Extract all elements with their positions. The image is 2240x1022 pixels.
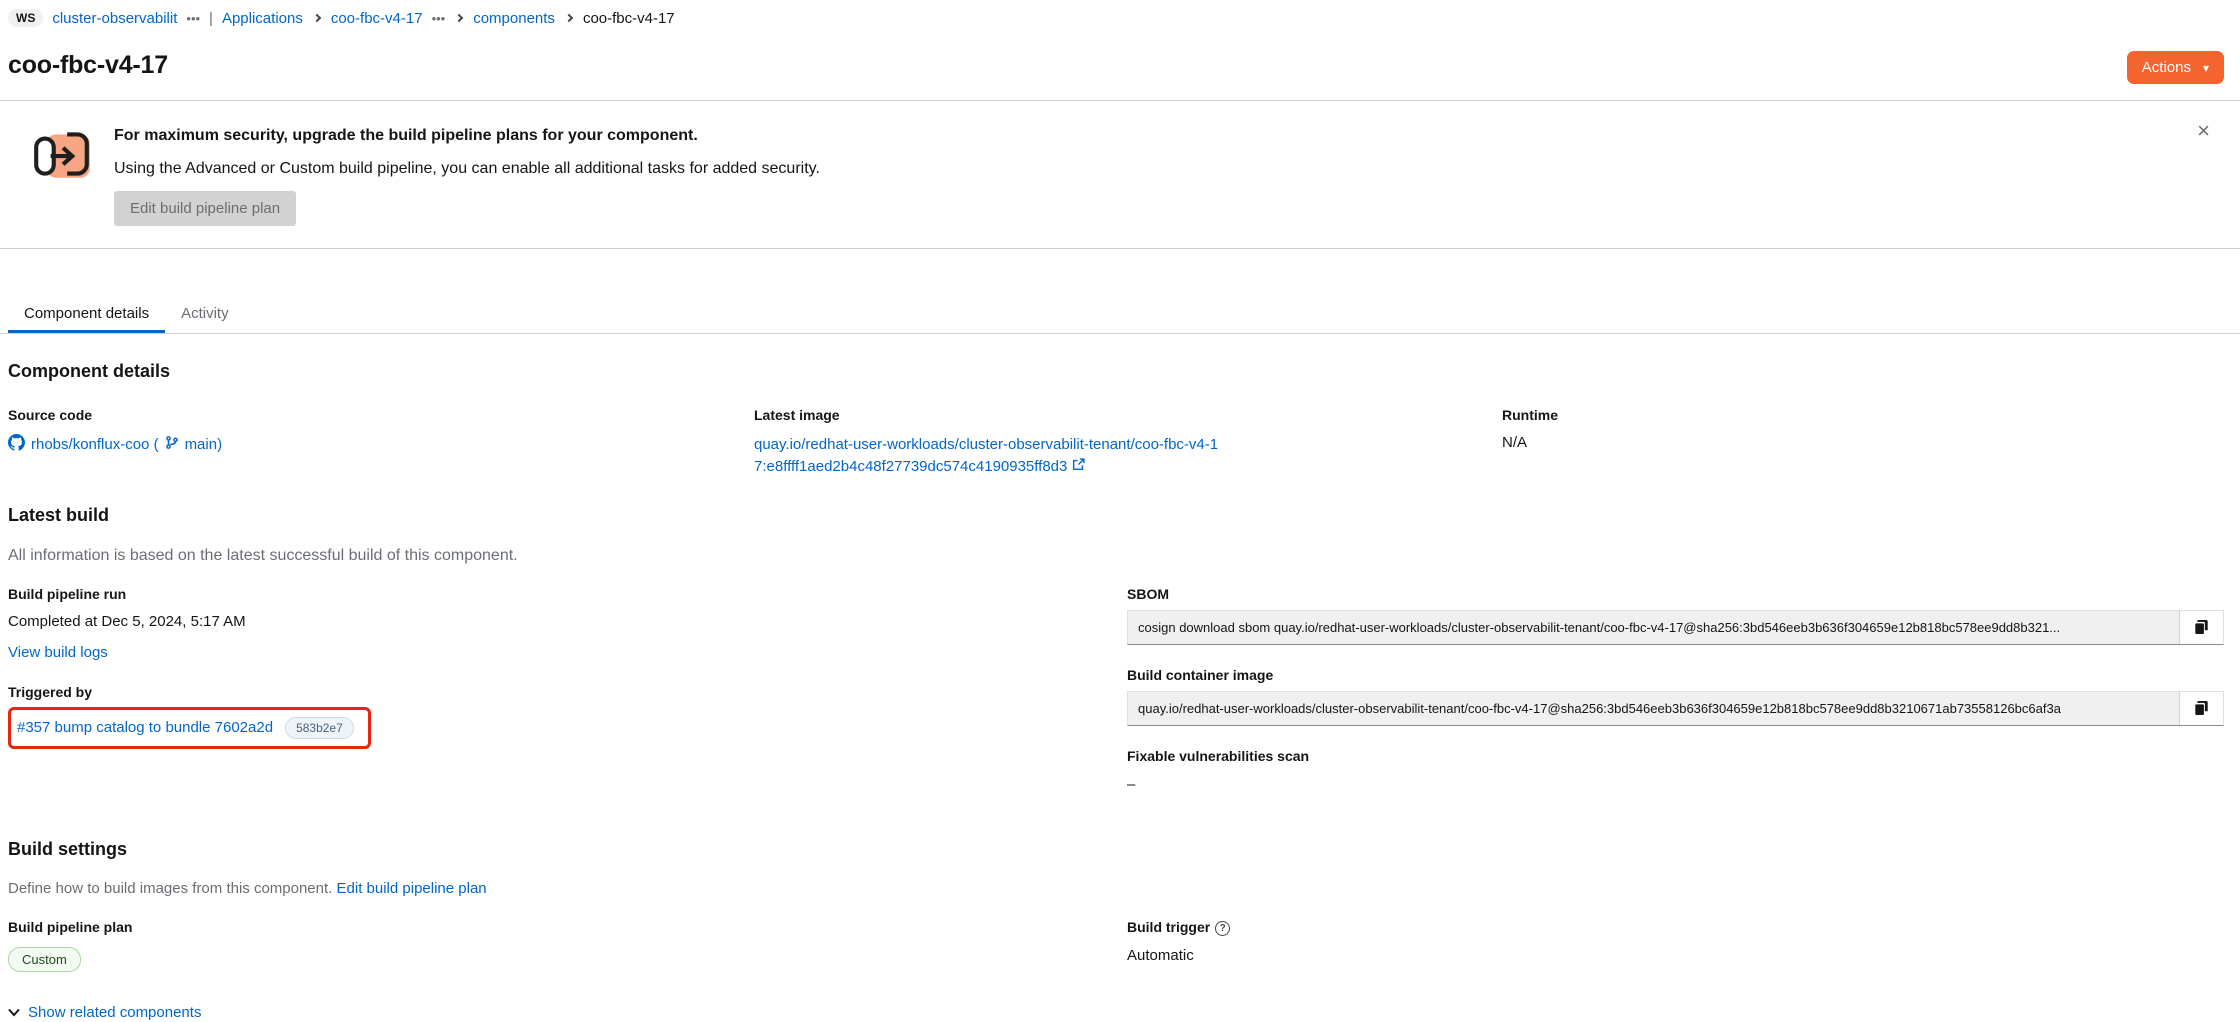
build-container-image-input[interactable] [1128,692,2179,725]
caret-down-icon: ▾ [2202,60,2209,75]
chevron-down-icon [8,1004,20,1021]
show-related-components-link[interactable]: Show related components [28,1003,202,1021]
external-link-icon [1072,458,1085,475]
tab-component-details[interactable]: Component details [8,297,165,333]
edit-build-pipeline-plan-button[interactable]: Edit build pipeline plan [114,191,296,226]
copy-icon[interactable] [2179,692,2223,725]
show-related-components-toggle[interactable] [8,1004,201,1021]
triggered-by-pr-link[interactable]: #357 bump catalog to bundle 7602a2d [17,719,274,736]
build-pipeline-run-status: Completed at Dec 5, 2024, 5:17 AM [8,612,246,630]
build-pipeline-plan-badge: Custom [8,947,81,972]
repo-link-text[interactable]: rhobs/konflux-coo ( [31,436,159,453]
component-details-heading: Component details [8,361,171,381]
build-container-image-clipboard [1127,691,2224,726]
tab-bar [0,297,2240,334]
build-pipeline-icon [30,122,94,226]
build-trigger-label: Build trigger ? [1127,919,2224,936]
actions-button[interactable] [2127,51,2224,84]
component-details-grid [8,407,2224,478]
banner-title: For maximum security, upgrade the build pipeline plans for your component. [114,127,698,144]
build-container-image-label: Build container image [1127,666,1274,683]
build-pipeline-run-label: Build pipeline run [8,585,127,602]
banner-description: Using the Advanced or Custom build pipeline, you can enable all additional tasks for added security. [114,160,820,177]
kebab-menu-icon[interactable]: ••• [186,10,201,26]
page-title: coo-fbc-v4-17 [8,51,168,79]
latest-build-left-column [8,586,1127,793]
triggered-by-highlight-box [8,707,371,749]
latest-build-right-column [1127,586,2224,793]
breadcrumb-components-link[interactable]: components [473,9,555,27]
fixable-vulnerabilities-label: Fixable vulnerabilities scan [1127,747,1310,764]
breadcrumb-workspace-link[interactable]: cluster-observabilit [52,9,178,27]
latest-image-label: Latest image [754,407,840,423]
chevron-right-icon [313,14,321,22]
edit-build-pipeline-plan-link[interactable]: Edit build pipeline plan [336,879,487,897]
build-pipeline-upgrade-banner [0,100,2240,249]
latest-build-grid [8,586,2224,793]
sbom-clipboard [1127,610,2224,645]
source-code-link[interactable] [8,434,754,455]
commit-sha-badge[interactable]: 583b2e7 [285,717,354,739]
breadcrumb-application-link[interactable]: coo-fbc-v4-17 [330,9,423,27]
actions-button-label: Actions [2141,59,2191,76]
runtime-field [1502,407,2224,478]
source-code-label: Source code [8,407,93,423]
git-branch-icon [165,435,179,454]
branch-link-text[interactable]: main) [184,436,223,453]
chevron-right-icon [565,14,573,22]
page-header [8,51,2224,84]
build-settings-grid [8,919,2224,972]
runtime-label: Runtime [1502,407,1558,423]
github-icon [8,434,25,455]
breadcrumb-pipe-divider: | [209,9,213,27]
build-trigger-field [1127,919,2224,972]
close-icon[interactable]: × [2197,118,2210,143]
latest-build-heading: Latest build [8,504,110,525]
tab-activity[interactable]: Activity [181,305,229,322]
latest-build-note: All information is based on the latest successful build of this component. [8,546,518,564]
fixable-vulnerabilities-value: – [1127,775,1136,793]
breadcrumb [8,0,2224,27]
sbom-command-input[interactable] [1128,611,2179,644]
view-build-logs-link[interactable]: View build logs [8,643,108,661]
build-settings-heading: Build settings [8,838,128,859]
latest-image-link[interactable]: quay.io/redhat-user-workloads/cluster-observabilit-tenant/coo-fbc-v4-17:e8ffff1aed2b4c48f27739dc574c4190935ff8d3 [754,436,1219,475]
sbom-label: SBOM [1127,585,1169,602]
build-settings-description: Define how to build images from this component. [8,879,333,897]
copy-icon[interactable] [2179,611,2223,644]
banner-text [114,122,820,226]
chevron-right-icon [455,14,463,22]
kebab-menu-icon[interactable]: ••• [431,10,446,26]
build-pipeline-plan-label: Build pipeline plan [8,918,133,935]
triggered-by-label: Triggered by [8,683,93,700]
help-icon[interactable]: ? [1215,921,1230,936]
breadcrumb-applications-link[interactable]: Applications [221,9,303,27]
breadcrumb-current: coo-fbc-v4-17 [582,9,675,27]
build-settings-description-row [8,880,2224,897]
source-code-field [8,407,754,478]
runtime-value: N/A [1502,434,1528,451]
build-pipeline-plan-field [8,919,1127,972]
workspace-badge: WS [8,9,43,27]
build-trigger-value: Automatic [1127,946,1194,964]
latest-image-field [754,407,1502,478]
